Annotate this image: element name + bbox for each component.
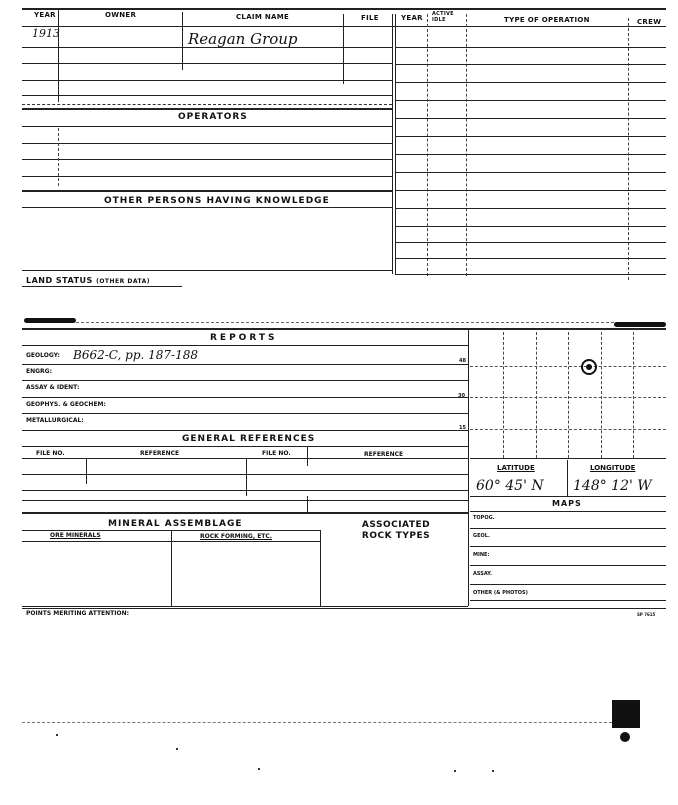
rule-line [22, 474, 468, 475]
rule-line [22, 126, 392, 127]
grid-line [633, 332, 634, 458]
associated-rock-types-heading: ASSOCIATED ROCK TYPES [361, 520, 431, 541]
divider-operators [58, 128, 59, 186]
grid-line [601, 332, 602, 458]
metallurgical-label: METALLURGICAL: [26, 417, 84, 424]
rock-forming-label: ROCK FORMING, ETC. [200, 533, 273, 540]
rule-line [22, 159, 392, 160]
speck [176, 748, 178, 750]
rule-line [395, 190, 666, 191]
separator-line [76, 322, 614, 323]
ref-divider [246, 458, 247, 496]
general-references-heading: GENERAL REFERENCES [182, 434, 316, 444]
rule-line [395, 242, 666, 243]
rule-line [22, 47, 392, 48]
divider-year-active [427, 14, 428, 276]
rule-line [22, 63, 392, 64]
rule-line [22, 458, 468, 459]
mineral-divider [320, 530, 321, 606]
ink-blot [24, 318, 76, 323]
geology-value: B662-C, pp. 187-188 [73, 348, 199, 362]
col-header-type-of-operation: TYPE OF OPERATION [504, 16, 590, 24]
land-status-heading [26, 276, 150, 285]
col-header-file: FILE [361, 14, 379, 22]
rule-line [470, 528, 666, 529]
land-status-sublabel: (OTHER DATA) [96, 278, 151, 285]
points-top-border [22, 608, 666, 609]
rule-line [22, 286, 182, 287]
reports-right-border [468, 328, 469, 606]
rule-line [22, 190, 392, 192]
col-header-owner: OWNER [105, 11, 137, 19]
rule-line [470, 584, 666, 585]
rule-line [395, 82, 666, 83]
bottom-dash-line [22, 722, 612, 723]
latitude-label: LATITUDE [497, 464, 535, 472]
divider-active-type [466, 14, 467, 276]
entry-claim-name: Reagan Group [188, 30, 298, 48]
col-header-year-2: YEAR [401, 14, 423, 22]
maps-geol-label: GEOL. [473, 533, 490, 539]
rule-line [22, 95, 392, 96]
maps-assay-label: ASSAY. [473, 571, 492, 577]
latitude-value: 60° 45' N [476, 478, 544, 494]
rule-line [395, 258, 666, 259]
rule-line [22, 104, 392, 105]
points-meriting-attention-label: POINTS MERITING ATTENTION: [26, 610, 130, 617]
margin-number-48: 48 [459, 358, 466, 364]
speck [258, 768, 260, 770]
grid-line [470, 366, 666, 367]
rule-line [22, 446, 468, 447]
col-header-year: YEAR [34, 11, 56, 19]
rule-line [22, 430, 468, 431]
operators-heading: OPERATORS [178, 112, 248, 122]
rule-line [470, 546, 666, 547]
rule-line [22, 500, 468, 501]
divider-file-year-double [395, 14, 396, 274]
rule-line [395, 64, 666, 65]
rule-line [22, 176, 392, 177]
rule-line [395, 136, 666, 137]
rule-line [22, 345, 468, 346]
rule-line [395, 208, 666, 209]
rule-line [22, 413, 468, 414]
col-header-active-idle: ACTIVE IDLE [432, 11, 454, 23]
speck [492, 770, 494, 772]
grid-line [503, 332, 504, 458]
divider-file-year [392, 14, 393, 274]
rule-line [22, 270, 392, 271]
ref-divider [86, 458, 87, 484]
ore-minerals-label: ORE MINERALS [50, 532, 101, 539]
rule-line [395, 154, 666, 155]
divider-owner-claim [182, 12, 183, 70]
maps-topog-label: TOPOG. [473, 515, 495, 521]
divider-claim-file [343, 14, 344, 84]
ref-col-reference-2: REFERENCE [364, 451, 404, 458]
entry-year: 1913 [32, 27, 60, 40]
rule-line [470, 600, 666, 601]
rule-line [395, 274, 666, 275]
grid-line [568, 332, 569, 458]
reports-top-border [22, 328, 666, 330]
rule-line [395, 100, 666, 101]
grid-line [470, 397, 666, 398]
ref-divider [307, 496, 308, 512]
rule-line [395, 226, 666, 227]
speck [56, 734, 58, 736]
location-marker-icon [581, 359, 597, 375]
rule-line [22, 80, 392, 81]
rule-line [22, 490, 468, 491]
engrg-label: ENGRG: [26, 368, 52, 375]
ref-col-reference-1: REFERENCE [140, 450, 180, 457]
geology-label: GEOLOGY: [26, 352, 60, 359]
rule-line [470, 496, 666, 497]
reports-heading: REPORTS [210, 333, 278, 343]
registration-mark [612, 700, 640, 728]
rule-line [395, 172, 666, 173]
rule-line [22, 364, 468, 365]
col-header-claim-name: CLAIM NAME [236, 13, 290, 21]
rule-line [395, 118, 666, 119]
rule-line [22, 380, 468, 381]
longitude-value: 148° 12' W [573, 478, 652, 494]
assay-label: ASSAY & IDENT: [26, 384, 80, 391]
col-header-crew: CREW [637, 18, 662, 26]
ref-col-file-no-1: FILE NO. [36, 450, 65, 457]
divider-type-crew [628, 18, 629, 280]
rule-line [470, 458, 666, 459]
ink-blot [614, 322, 666, 327]
margin-number-30: 30 [458, 393, 465, 399]
other-persons-heading: OTHER PERSONS HAVING KNOWLEDGE [104, 196, 330, 206]
mineral-assemblage-heading: MINERAL ASSEMBLAGE [108, 519, 243, 529]
rule-line [22, 108, 392, 110]
divider-year-owner [58, 10, 59, 102]
land-status-label: LAND STATUS [26, 276, 93, 285]
rule-line [22, 397, 468, 398]
margin-number-15: 15 [459, 425, 466, 431]
geophys-label: GEOPHYS. & GEOCHEM: [26, 401, 106, 408]
registration-dot [620, 732, 630, 742]
maps-mine-label: MINE: [473, 552, 490, 558]
grid-line [470, 429, 666, 430]
maps-other-label: OTHER (& PHOTOS) [473, 590, 528, 596]
form-number: SP 7615 [637, 612, 656, 617]
rule-line [22, 512, 468, 514]
speck [454, 770, 456, 772]
top-border [22, 8, 666, 10]
rule-line [470, 565, 666, 566]
ref-divider [307, 446, 308, 466]
rule-line [22, 207, 392, 208]
longitude-label: LONGITUDE [590, 464, 636, 472]
ref-col-file-no-2: FILE NO. [262, 450, 291, 457]
lat-long-divider [567, 460, 568, 496]
mineral-divider [171, 530, 172, 606]
grid-line [536, 332, 537, 458]
rule-line [395, 47, 666, 48]
rule-line [22, 143, 392, 144]
rule-line [470, 511, 666, 512]
maps-heading: MAPS [552, 499, 582, 508]
rule-line [22, 606, 468, 607]
header-underline [22, 26, 666, 27]
